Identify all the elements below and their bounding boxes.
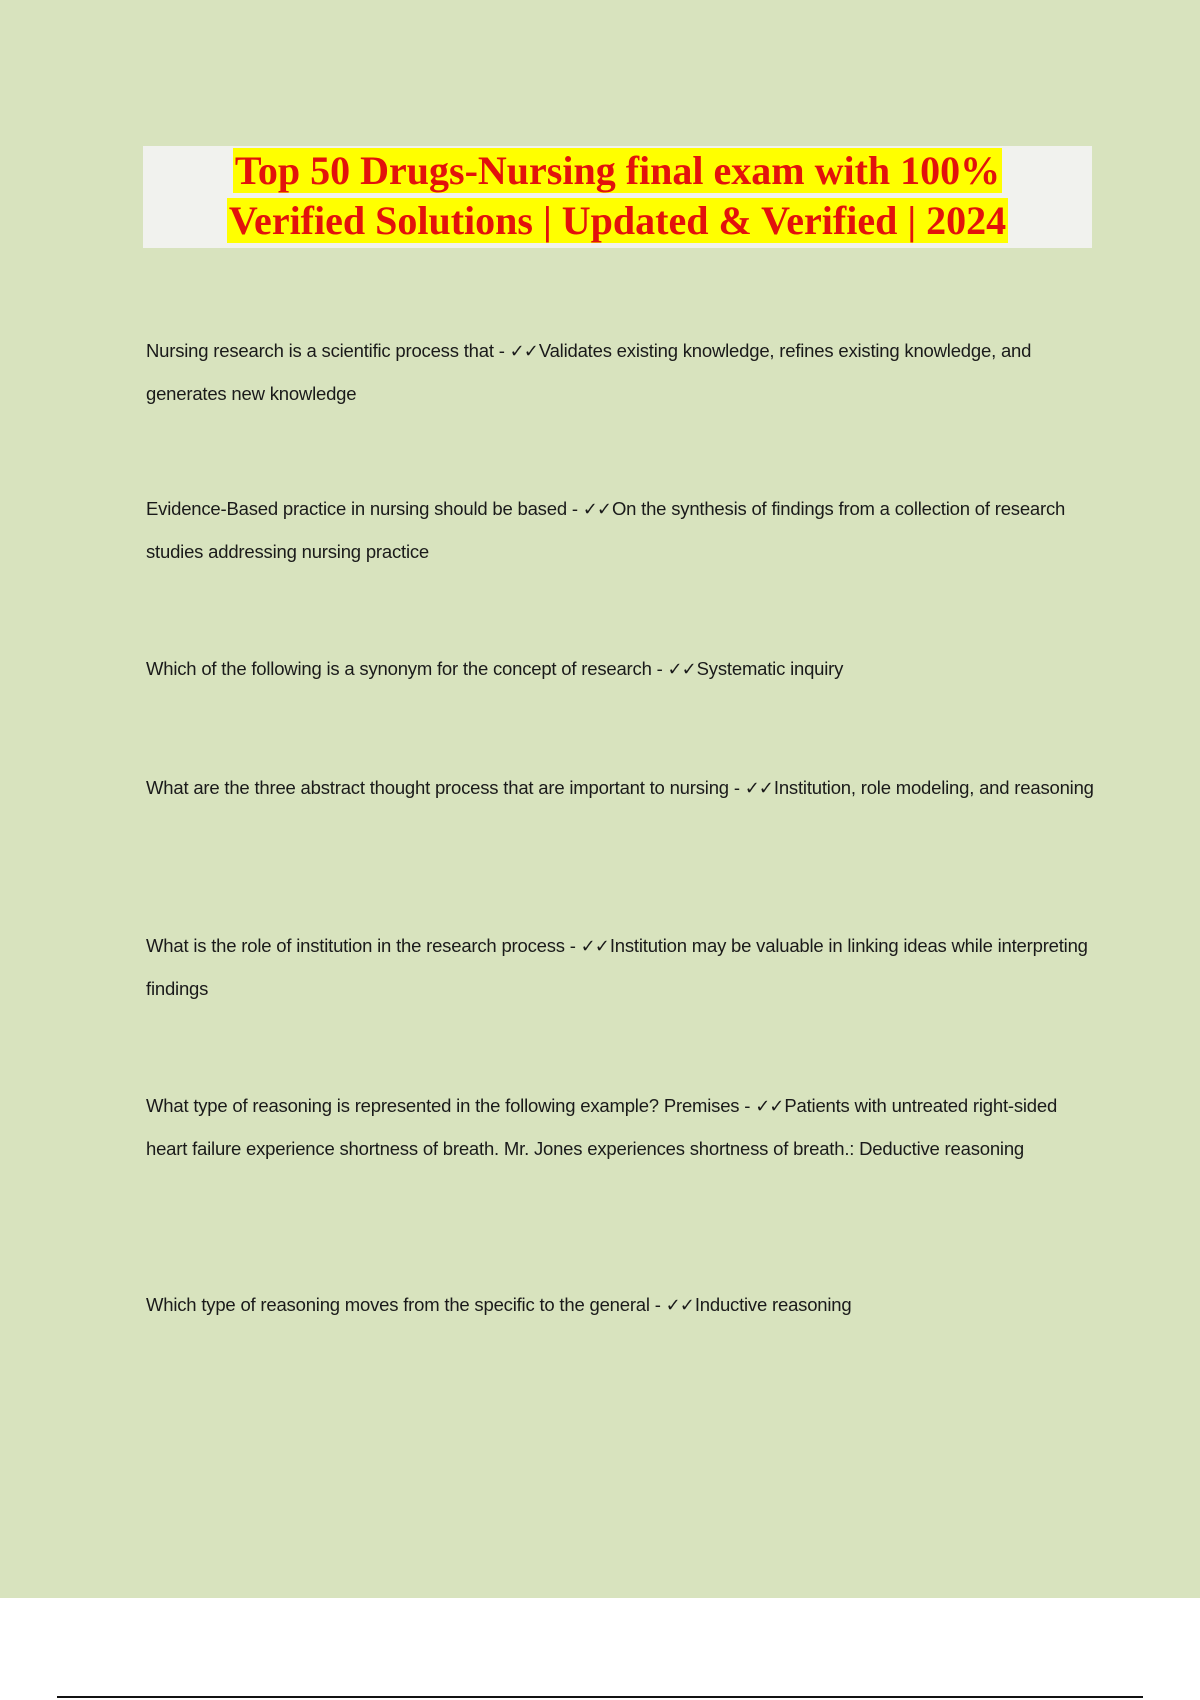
double-check-icon: ✓✓	[744, 778, 773, 799]
answer-text: Patients with untreated right-sided heart failure experience shortness of breath. Mr. Jones experiences shortness of breath.: Deductive reasoning	[146, 1095, 1058, 1159]
qa-item	[146, 1284, 1096, 1327]
separator: -	[564, 935, 581, 956]
title-line-2: Verified Solutions | Updated & Verified | 2024	[228, 198, 1007, 243]
separator: -	[728, 777, 745, 798]
question-text: What are the three abstract thought process that are important to nursing	[146, 777, 729, 798]
qa-item	[146, 488, 1096, 573]
separator: -	[566, 498, 583, 519]
answer-text: On the synthesis of findings from a collection of research studies addressing nursing practice	[146, 498, 1066, 562]
double-check-icon: ✓✓	[667, 659, 696, 680]
qa-item	[146, 1085, 1096, 1170]
title-line-1: Top 50 Drugs-Nursing final exam with 100%	[234, 148, 1001, 193]
answer-text: Institution, role modeling, and reasoning	[773, 777, 1094, 798]
question-text: Which type of reasoning moves from the specific to the general	[146, 1294, 650, 1315]
question-text: What type of reasoning is represented in the following example? Premises	[146, 1095, 740, 1116]
qa-item	[146, 767, 1096, 810]
double-check-icon: ✓✓	[755, 1096, 784, 1117]
separator: -	[493, 340, 510, 361]
answer-text: Systematic inquiry	[696, 658, 844, 679]
question-text: Nursing research is a scientific process that	[146, 340, 494, 361]
double-check-icon: ✓✓	[580, 936, 609, 957]
double-check-icon: ✓✓	[509, 341, 538, 362]
answer-text: Inductive reasoning	[694, 1294, 852, 1315]
footer-divider	[57, 1696, 1143, 1698]
qa-item	[146, 648, 1096, 691]
qa-item	[146, 925, 1096, 1010]
qa-item	[146, 330, 1096, 415]
double-check-icon: ✓✓	[582, 499, 611, 520]
question-text: Evidence-Based practice in nursing should be based	[146, 498, 567, 519]
separator: -	[649, 1294, 666, 1315]
question-text: What is the role of institution in the research process	[146, 935, 565, 956]
answer-text: Validates existing knowledge, refines existing knowledge, and generates new knowledge	[146, 340, 1032, 404]
document-title	[143, 146, 1092, 246]
question-text: Which of the following is a synonym for the concept of research	[146, 658, 652, 679]
answer-text: Institution may be valuable in linking ideas while interpreting findings	[146, 935, 1088, 999]
double-check-icon: ✓✓	[665, 1295, 694, 1316]
separator: -	[739, 1095, 756, 1116]
separator: -	[651, 658, 668, 679]
